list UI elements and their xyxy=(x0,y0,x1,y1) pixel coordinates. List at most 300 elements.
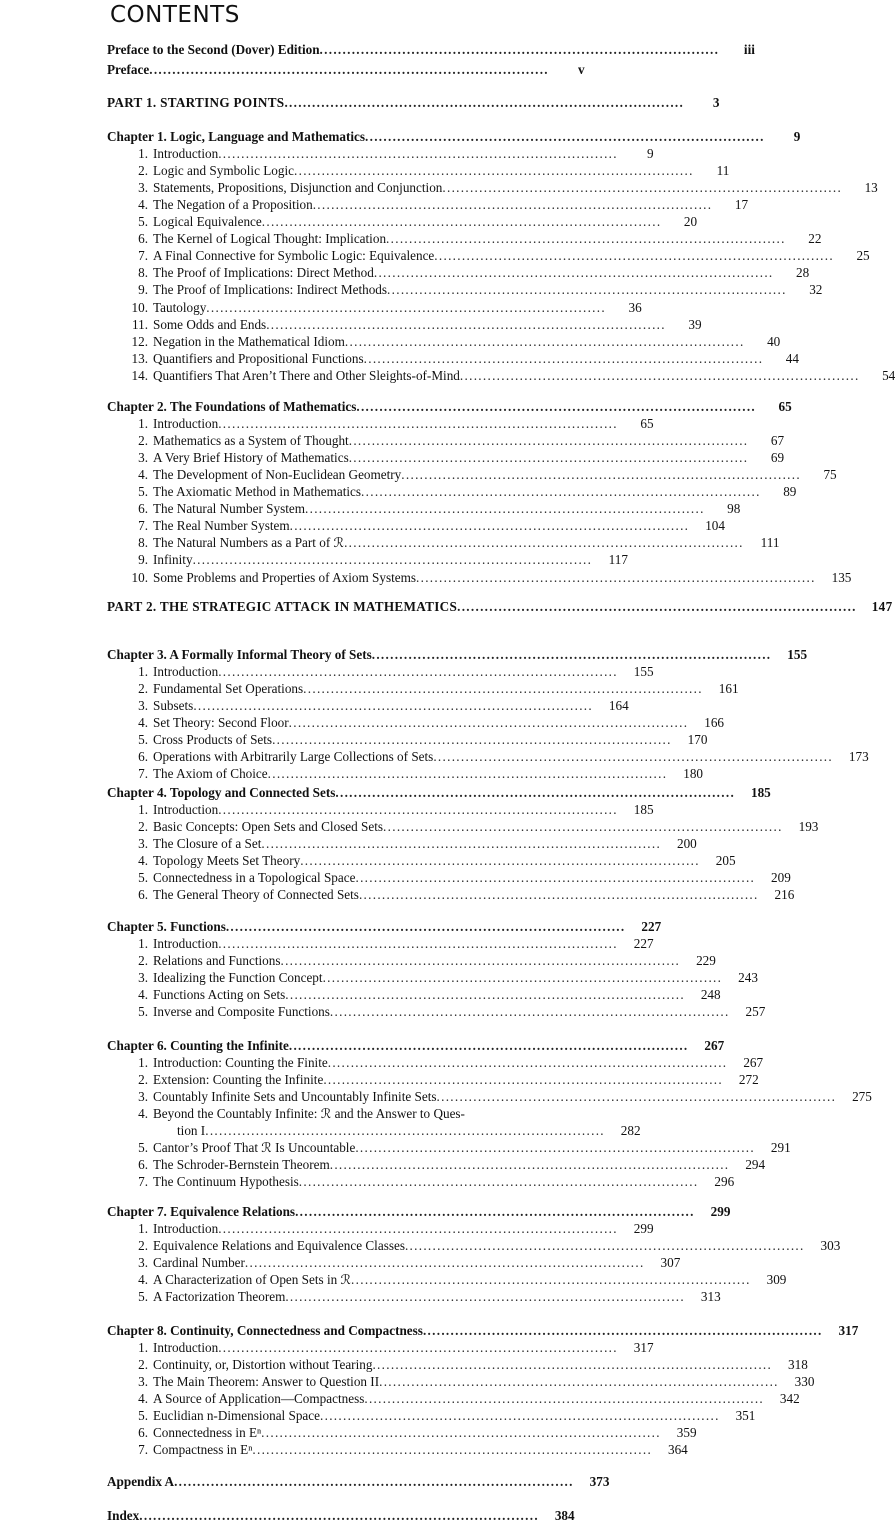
section-number: 2. xyxy=(138,953,148,969)
toc-entry-section[interactable] xyxy=(107,835,697,852)
toc-entry-chapter-title xyxy=(107,1203,295,1220)
page-number: 272 xyxy=(738,1072,759,1088)
page-number: 89 xyxy=(783,484,797,500)
page-number: 317 xyxy=(838,1323,859,1338)
toc-entry-section-title xyxy=(107,367,460,384)
entry-label: The Schroder-Bernstein Theorem xyxy=(153,1157,330,1173)
toc-entry-section[interactable] xyxy=(107,663,654,680)
toc-entry-section-title xyxy=(107,1088,437,1105)
dot-leader xyxy=(374,264,771,281)
toc-entry-section[interactable] xyxy=(107,264,810,281)
entry-label: Set Theory: Second Floor xyxy=(153,715,289,731)
page-number: 294 xyxy=(745,1157,766,1173)
section-number: 5. xyxy=(138,1004,148,1020)
toc-entry-section[interactable] xyxy=(107,1441,688,1458)
dot-leader xyxy=(218,801,615,818)
toc-entry-section-title xyxy=(107,483,361,500)
entry-label: Cross Products of Sets xyxy=(153,732,273,748)
dot-leader xyxy=(405,1237,802,1254)
toc-entry-section-title xyxy=(107,986,285,1003)
toc-entry-section[interactable] xyxy=(107,449,785,466)
dot-leader xyxy=(218,935,615,952)
dot-leader xyxy=(356,398,753,415)
page-number: 9 xyxy=(646,146,654,162)
toc-entry-chapter[interactable] xyxy=(107,918,662,935)
dot-leader xyxy=(323,969,720,986)
toc-entry-section[interactable] xyxy=(107,179,878,196)
page-number: 98 xyxy=(727,501,741,517)
toc-entry-section[interactable] xyxy=(107,1373,815,1390)
toc-entry-section[interactable] xyxy=(107,1173,735,1190)
page-number: 17 xyxy=(734,197,749,213)
section-number: 2. xyxy=(138,433,148,449)
toc-entry-section[interactable] xyxy=(107,247,870,264)
dot-leader xyxy=(218,1220,615,1237)
toc-entry-section-title xyxy=(107,247,434,264)
toc-entry-section-title xyxy=(107,432,349,449)
toc-entry-section[interactable] xyxy=(107,500,741,517)
toc-entry-section[interactable] xyxy=(107,1407,756,1424)
toc-entry-section[interactable] xyxy=(107,569,852,586)
page-number: 161 xyxy=(718,681,739,697)
dot-leader xyxy=(434,247,831,264)
section-number: 6. xyxy=(138,749,148,765)
page-number: 170 xyxy=(687,732,708,748)
section-number: 3. xyxy=(138,698,148,714)
entry-label: Inverse and Composite Functions xyxy=(153,1004,330,1020)
toc-entry-section[interactable] xyxy=(107,1237,841,1254)
dot-leader xyxy=(266,316,663,333)
section-number: 4. xyxy=(138,853,148,869)
toc-entry-section[interactable] xyxy=(107,415,654,432)
dot-leader xyxy=(300,852,697,869)
page-number: 166 xyxy=(704,715,725,731)
section-number: 6. xyxy=(138,231,148,247)
page-number: 173 xyxy=(848,749,869,765)
toc-entry-section-title xyxy=(107,145,218,162)
toc-entry-section[interactable] xyxy=(107,333,781,350)
toc-entry-chapter[interactable] xyxy=(107,1037,725,1054)
page-number: 75 xyxy=(823,467,837,483)
toc-entry-section-title xyxy=(107,281,387,298)
section-number: 6. xyxy=(138,887,148,903)
entry-label: The Closure of a Set xyxy=(153,836,262,852)
toc-entry-section[interactable] xyxy=(107,1088,872,1105)
entry-label: Logical Equivalence xyxy=(153,214,262,230)
toc-entry-section[interactable] xyxy=(107,935,654,952)
dot-leader xyxy=(437,1088,834,1105)
toc-entry-section-title xyxy=(107,466,401,483)
dot-leader xyxy=(295,1203,692,1220)
page-number: 384 xyxy=(554,1508,575,1523)
dot-leader xyxy=(330,1003,727,1020)
page-number: 104 xyxy=(705,518,725,534)
toc-entry-section[interactable] xyxy=(107,551,628,568)
toc-entry-section-continuation[interactable] xyxy=(107,1122,641,1139)
toc-entry-section[interactable] xyxy=(107,818,819,835)
toc-entry-section[interactable] xyxy=(107,483,797,500)
toc-entry-section-title xyxy=(107,835,261,852)
page-number: 25 xyxy=(856,248,870,264)
dot-leader xyxy=(345,333,742,350)
toc-entry-section[interactable] xyxy=(107,281,823,298)
page-number: 296 xyxy=(714,1174,735,1190)
toc-entry-section-title xyxy=(107,886,359,903)
section-number: 2. xyxy=(138,1072,148,1088)
toc-entry-section[interactable] xyxy=(107,765,703,782)
page-number: 373 xyxy=(589,1474,610,1489)
toc-entry-section[interactable] xyxy=(107,1071,759,1088)
toc-entry-section-title xyxy=(107,852,300,869)
dot-leader xyxy=(423,1322,820,1339)
section-number: 3. xyxy=(138,970,148,986)
entry-label: The Proof of Implications: Indirect Methods xyxy=(153,282,388,298)
dot-leader xyxy=(401,466,798,483)
toc-entry-part[interactable] xyxy=(107,598,893,615)
toc-entry-section-title xyxy=(107,1156,330,1173)
toc-entry-part[interactable] xyxy=(107,94,720,111)
toc-entry-chapter[interactable] xyxy=(107,646,808,663)
toc-entry-section[interactable] xyxy=(107,748,869,765)
section-number: 8. xyxy=(138,535,148,551)
entry-label: Preface xyxy=(107,62,150,77)
toc-entry-chapter-title xyxy=(107,646,372,663)
entry-label: PART 1. STARTING POINTS xyxy=(107,95,285,110)
dot-leader xyxy=(379,1373,776,1390)
toc-entry-chapter-title xyxy=(107,784,335,801)
page-number: 135 xyxy=(831,569,852,585)
toc-entry-section-title xyxy=(107,1288,285,1305)
dot-leader xyxy=(359,886,756,903)
toc-entry-section[interactable] xyxy=(107,886,795,903)
toc-entry-section[interactable] xyxy=(107,852,736,869)
toc-entry-section[interactable] xyxy=(107,714,725,731)
section-number: 1. xyxy=(138,1340,148,1356)
toc-entry-chapter[interactable] xyxy=(107,1322,859,1339)
toc-entry-section-title xyxy=(107,1071,323,1088)
entry-label: Mathematics as a System of Thought xyxy=(153,433,349,449)
toc-entry-section[interactable] xyxy=(107,316,702,333)
entry-label: Introduction xyxy=(153,664,219,680)
page-number: 147 xyxy=(871,599,893,614)
toc-entry-section-title xyxy=(107,680,303,697)
section-number: 9. xyxy=(138,282,148,298)
page-number: 28 xyxy=(796,265,810,281)
dot-leader xyxy=(383,818,780,835)
section-number: 5. xyxy=(138,1289,148,1305)
section-number: 6. xyxy=(138,501,148,517)
entry-label: Basic Concepts: Open Sets and Closed Sets xyxy=(153,819,384,835)
page-number: 227 xyxy=(641,919,662,934)
toc-entry-section[interactable] xyxy=(107,1254,681,1271)
section-number: 1. xyxy=(138,1221,148,1237)
entry-label: The Axiomatic Method in Mathematics xyxy=(153,484,362,500)
section-number: 3. xyxy=(138,836,148,852)
toc-entry-section[interactable] xyxy=(107,1156,766,1173)
page-number: 309 xyxy=(766,1272,787,1288)
entry-label: Relations and Functions xyxy=(153,953,281,969)
page-number: 205 xyxy=(715,853,736,869)
entry-label: The Natural Numbers as a Part of ℛ xyxy=(153,535,345,551)
toc-entry-section[interactable] xyxy=(107,230,822,247)
toc-entry-chapter[interactable] xyxy=(107,1203,731,1220)
dot-leader xyxy=(299,1173,696,1190)
toc-entry-section[interactable] xyxy=(107,145,654,162)
section-number: 5. xyxy=(138,1408,148,1424)
section-number: 1. xyxy=(138,146,148,162)
toc-entry-section[interactable] xyxy=(107,432,785,449)
page-number: 243 xyxy=(738,970,758,986)
entry-label: Some Odds and Ends xyxy=(153,316,267,332)
dot-leader xyxy=(349,432,746,449)
dot-leader xyxy=(335,784,732,801)
section-number: 7. xyxy=(138,766,148,782)
page-number: 318 xyxy=(788,1357,808,1373)
toc-entry-section[interactable] xyxy=(107,1288,721,1305)
dot-leader xyxy=(365,128,762,145)
toc-entry-section-title xyxy=(107,663,218,680)
entry-label: Countably Infinite Sets and Uncountably Infinite Sets xyxy=(153,1089,437,1105)
toc-entry-section[interactable] xyxy=(107,1271,787,1288)
section-number: 10. xyxy=(131,299,148,315)
entry-label: Extension: Counting the Infinite xyxy=(153,1072,324,1088)
section-number: 4. xyxy=(138,467,148,483)
entry-label: Appendix A xyxy=(107,1474,175,1489)
toc-entry-section[interactable] xyxy=(107,969,758,986)
toc-entry-section-title xyxy=(107,333,345,350)
entry-label: Cantor’s Proof That ℛ Is Uncountable xyxy=(153,1140,356,1156)
toc-entry-section-title xyxy=(107,264,374,281)
section-number: 5. xyxy=(138,1140,148,1156)
page-number: 117 xyxy=(608,552,628,568)
page-number: 69 xyxy=(770,450,785,466)
entry-label: Some Problems and Properties of Axiom Systems xyxy=(153,569,417,585)
toc-entry-section[interactable] xyxy=(107,1424,697,1441)
toc-entry-section-title xyxy=(107,1441,252,1458)
entry-label: The General Theory of Connected Sets xyxy=(153,887,359,903)
toc-entry-section[interactable] xyxy=(107,196,749,213)
section-number: 7. xyxy=(138,1442,148,1458)
dot-leader xyxy=(280,952,677,969)
toc-entry-chapter-title xyxy=(107,918,226,935)
dot-leader xyxy=(261,1424,658,1441)
toc-entry-section[interactable] xyxy=(107,1339,654,1356)
page-number: 180 xyxy=(683,766,703,782)
toc-entry-front[interactable] xyxy=(107,61,585,78)
entry-label: Chapter 1. Logic, Language and Mathematics xyxy=(107,129,366,144)
toc-entry-section-title xyxy=(107,765,268,782)
toc-entry-section-title xyxy=(107,952,280,969)
section-number: 13. xyxy=(131,350,148,366)
section-number: 11. xyxy=(132,316,148,332)
page-number: 248 xyxy=(700,987,721,1003)
dot-leader xyxy=(416,569,813,586)
toc-entry-section[interactable] xyxy=(107,697,629,714)
page-number: 299 xyxy=(633,1221,654,1237)
entry-label: Operations with Arbitrarily Large Collections of Sets xyxy=(153,749,434,765)
toc-entry-section-title xyxy=(107,1105,465,1122)
entry-label: Infinity xyxy=(153,552,193,568)
toc-entry-section-title xyxy=(107,714,289,731)
entry-label: The Development of Non-Euclidean Geometry xyxy=(153,467,402,483)
toc-entry-section[interactable] xyxy=(107,162,730,179)
section-number: 3. xyxy=(138,180,148,196)
toc-entry-section[interactable] xyxy=(107,1220,654,1237)
toc-entry-section[interactable] xyxy=(107,952,716,969)
page-number: 342 xyxy=(779,1391,800,1407)
toc-entry-section[interactable] xyxy=(107,299,642,316)
section-number: 7. xyxy=(138,518,148,534)
toc-entry-section[interactable] xyxy=(107,680,739,697)
section-number: 4. xyxy=(138,987,148,1003)
toc-entry-chapter[interactable] xyxy=(107,128,801,145)
entry-label: Euclidian n-Dimensional Space xyxy=(153,1408,320,1424)
section-number: 7. xyxy=(138,248,148,264)
dot-leader xyxy=(320,41,717,58)
page-number: 317 xyxy=(633,1340,654,1356)
toc-entry-section-title xyxy=(107,500,305,517)
page-number: 299 xyxy=(710,1204,731,1219)
page-number: 257 xyxy=(745,1004,766,1020)
entry-label: Quantifiers That Aren’t There and Other Sleights-of-Mind xyxy=(153,367,460,383)
page-number: 22 xyxy=(808,231,822,247)
toc-entry-section-title xyxy=(107,534,344,551)
dot-leader xyxy=(386,230,783,247)
toc-entry-section[interactable] xyxy=(107,1003,766,1020)
toc-entry-chapter[interactable] xyxy=(107,398,792,415)
page-number: 267 xyxy=(704,1038,725,1053)
section-number: 9. xyxy=(138,552,148,568)
dot-leader xyxy=(457,598,854,615)
entry-label: Functions Acting on Sets xyxy=(153,987,286,1003)
toc-entry-appendix[interactable] xyxy=(107,1473,610,1490)
toc-entry-section[interactable] xyxy=(107,801,654,818)
toc-entry-section-title xyxy=(107,449,349,466)
page-number: 193 xyxy=(798,819,819,835)
toc-entry-section[interactable] xyxy=(107,213,698,230)
dot-leader xyxy=(433,748,830,765)
entry-label: Topology Meets Set Theory xyxy=(153,853,301,869)
page-number: 209 xyxy=(771,870,791,886)
toc-entry-section[interactable] xyxy=(107,350,799,367)
entry-label: Fundamental Set Operations xyxy=(153,681,304,697)
entry-label: Negation in the Mathematical Idiom xyxy=(153,333,345,349)
section-number: 3. xyxy=(138,1374,148,1390)
entry-label: Introduction xyxy=(153,146,219,162)
section-number: 10. xyxy=(131,569,148,585)
dot-leader xyxy=(460,367,857,384)
dot-leader xyxy=(323,1071,720,1088)
page-number: 164 xyxy=(608,698,629,714)
dot-leader xyxy=(174,1473,571,1490)
dot-leader xyxy=(330,1156,727,1173)
entry-label: Quantifiers and Propositional Functions xyxy=(153,350,364,366)
toc-entry-section-title xyxy=(107,1339,218,1356)
page-number: 229 xyxy=(696,953,716,969)
entry-label: Beyond the Countably Infinite: ℛ and the Answer to Ques- xyxy=(153,1106,465,1122)
entry-label: The Main Theorem: Answer to Question II xyxy=(153,1374,380,1390)
entry-label: The Real Number System xyxy=(153,518,290,534)
page-number: 67 xyxy=(770,433,785,449)
toc-entry-section[interactable] xyxy=(107,1105,557,1122)
toc-entry-chapter-title xyxy=(107,128,365,145)
page-number: 20 xyxy=(683,214,698,230)
toc-entry-section-title xyxy=(107,1373,379,1390)
dot-leader xyxy=(272,731,669,748)
page-number: 227 xyxy=(633,936,654,952)
toc-entry-section-title xyxy=(107,1390,364,1407)
dot-leader xyxy=(261,835,658,852)
toc-entry-section-title xyxy=(107,969,323,986)
toc-entry-chapter-title xyxy=(107,398,356,415)
dot-leader xyxy=(361,483,758,500)
section-number: 5. xyxy=(138,484,148,500)
toc-entry-section[interactable] xyxy=(107,731,708,748)
dot-leader xyxy=(313,196,710,213)
toc-entry-section[interactable] xyxy=(107,1139,791,1156)
page-number: 54 xyxy=(882,367,895,383)
toc-entry-section[interactable] xyxy=(107,367,895,384)
entry-label: The Axiom of Choice xyxy=(153,766,268,782)
dot-leader xyxy=(387,281,784,298)
dot-leader xyxy=(206,299,603,316)
entry-label: Introduction xyxy=(153,936,219,952)
toc-entry-appendix-title xyxy=(107,1473,174,1490)
entry-label: The Negation of a Proposition xyxy=(153,197,313,213)
dot-leader xyxy=(262,213,659,230)
page-number: 40 xyxy=(767,333,781,349)
dot-leader xyxy=(218,145,615,162)
toc-entry-section-title xyxy=(107,818,383,835)
dot-leader xyxy=(372,646,769,663)
section-number: 2. xyxy=(138,681,148,697)
toc-entry-section-title xyxy=(107,350,364,367)
section-number: 3. xyxy=(138,1255,148,1271)
entry-label: Idealizing the Function Concept xyxy=(153,970,323,986)
toc-entry-section[interactable] xyxy=(107,869,791,886)
toc-entry-chapter[interactable] xyxy=(107,784,771,801)
toc-entry-front[interactable] xyxy=(107,41,755,58)
page-number: 313 xyxy=(700,1289,721,1305)
section-number: 2. xyxy=(138,1238,148,1254)
page-number: 351 xyxy=(735,1408,756,1424)
entry-label: Continuity, or, Distortion without Tearing xyxy=(153,1357,373,1373)
dot-leader xyxy=(328,1054,725,1071)
toc-entry-section[interactable] xyxy=(107,517,725,534)
dot-leader xyxy=(289,1037,686,1054)
toc-entry-section[interactable] xyxy=(107,466,837,483)
entry-label: Cardinal Number xyxy=(153,1255,245,1271)
toc-entry-index-title xyxy=(107,1507,139,1524)
toc-entry-front-title xyxy=(107,41,320,58)
toc-entry-section[interactable] xyxy=(107,1356,808,1373)
toc-entry-index[interactable] xyxy=(107,1507,575,1524)
toc-entry-section-title xyxy=(107,1237,405,1254)
toc-entry-section[interactable] xyxy=(107,986,721,1003)
toc-entry-section[interactable] xyxy=(107,1054,764,1071)
dot-leader xyxy=(290,517,687,534)
entry-label: Chapter 4. Topology and Connected Sets xyxy=(107,785,336,800)
entry-label: Compactness in Eⁿ xyxy=(153,1442,253,1458)
dot-leader xyxy=(285,1288,682,1305)
page-number: 9 xyxy=(793,129,801,144)
toc-entry-section[interactable] xyxy=(107,534,780,551)
toc-entry-section[interactable] xyxy=(107,1390,800,1407)
dot-leader xyxy=(218,1339,615,1356)
entry-label: Chapter 3. A Formally Informal Theory of Sets xyxy=(107,647,372,662)
dot-leader xyxy=(294,162,691,179)
entry-label: Introduction xyxy=(153,416,219,432)
